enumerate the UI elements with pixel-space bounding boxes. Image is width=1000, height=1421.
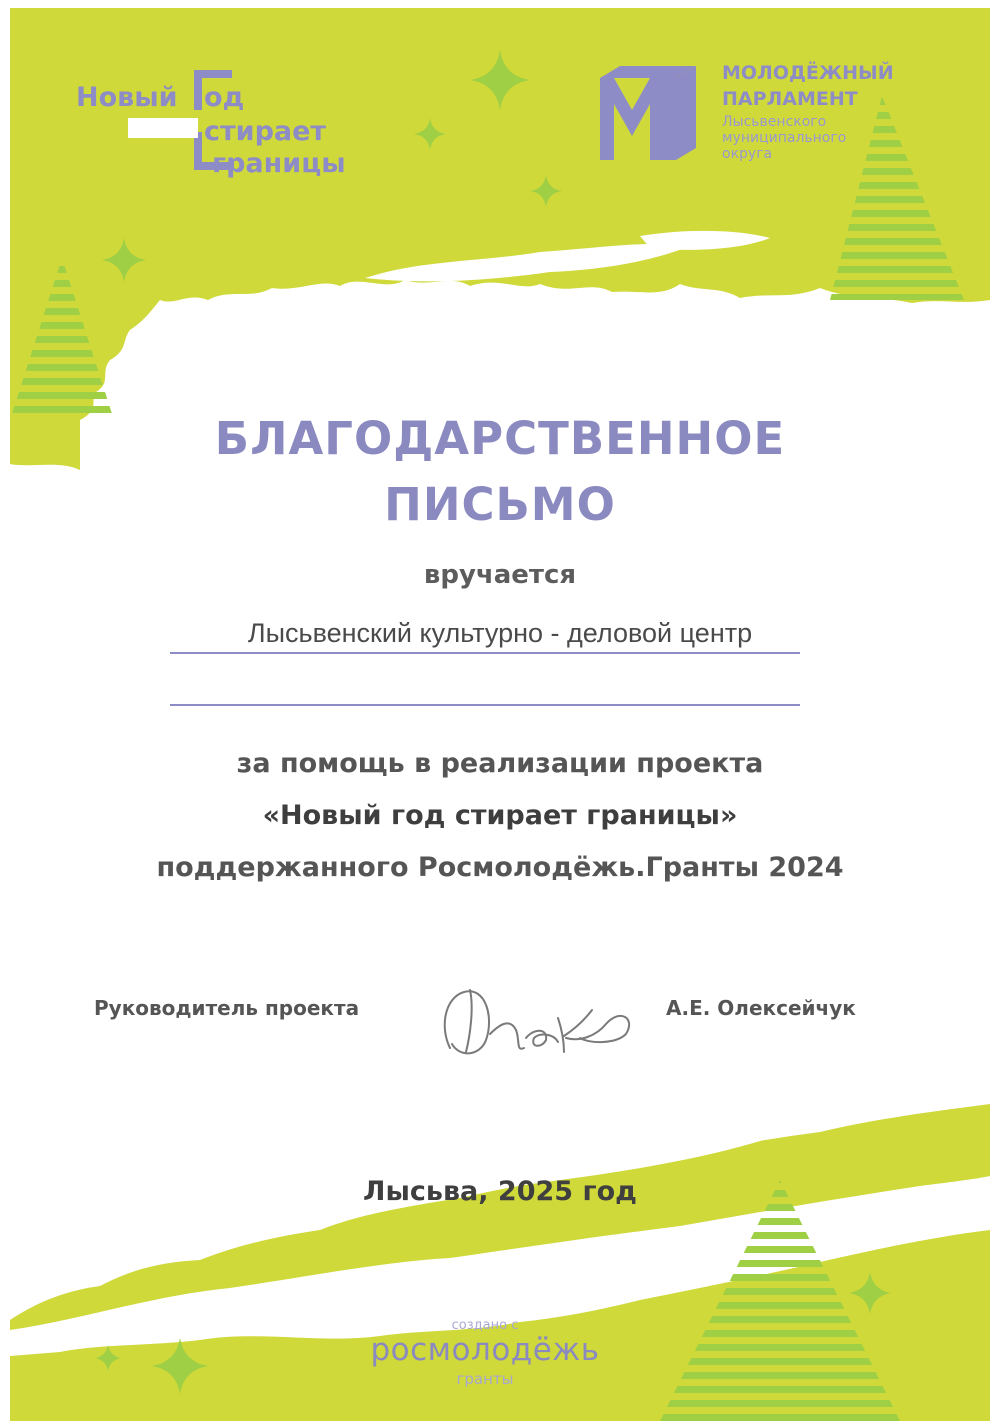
- logo-right-subtitle: [722, 114, 846, 162]
- logo-left-word-3: границы: [212, 148, 346, 179]
- logo-right-sub-1: Лысьвенского: [722, 114, 827, 130]
- logo-left-word-2: стирает: [204, 116, 327, 147]
- reason-line-2: «Новый год стирает границы»: [262, 800, 738, 831]
- certificate-title-line-1: БЛАГОДАРСТВЕННОЕ: [214, 412, 786, 465]
- logo-left-god: од: [204, 82, 245, 113]
- recipient-underline-1: [170, 652, 800, 654]
- logo-right-title-2: ПАРЛАМЕНТ: [722, 88, 858, 110]
- reason-line-1: за помощь в реализации проекта: [236, 748, 764, 779]
- footer-created-with: создано с: [451, 1318, 519, 1333]
- certificate-title-line-2: ПИСЬМО: [384, 478, 616, 531]
- logo-left-word-1: Новый: [76, 82, 178, 113]
- recipient-name: Лысьвенский культурно - деловой центр: [247, 618, 753, 648]
- logo-left: [76, 66, 366, 186]
- handwritten-signature: [430, 978, 640, 1068]
- reason-line-3: поддержанного Росмолодёжь.Гранты 2024: [156, 852, 844, 883]
- footer-grants: гранты: [456, 1370, 514, 1388]
- logo-right-sub-3: округа: [722, 146, 773, 162]
- logo-right-sub-2: муниципального: [722, 130, 847, 146]
- awarded-label: вручается: [423, 560, 577, 590]
- place-and-year: Лысьва, 2025 год: [363, 1176, 637, 1207]
- logo-right-title-1: МОЛОДЁЖНЫЙ: [722, 62, 894, 84]
- signatory-name: А.Е. Олексейчук: [666, 996, 856, 1020]
- footer-brand-logo: росмолодёжь: [370, 1332, 600, 1368]
- logo-right-title: [722, 60, 894, 112]
- signature-role: Руководитель проекта: [94, 996, 360, 1020]
- recipient-underline-2: [170, 704, 800, 706]
